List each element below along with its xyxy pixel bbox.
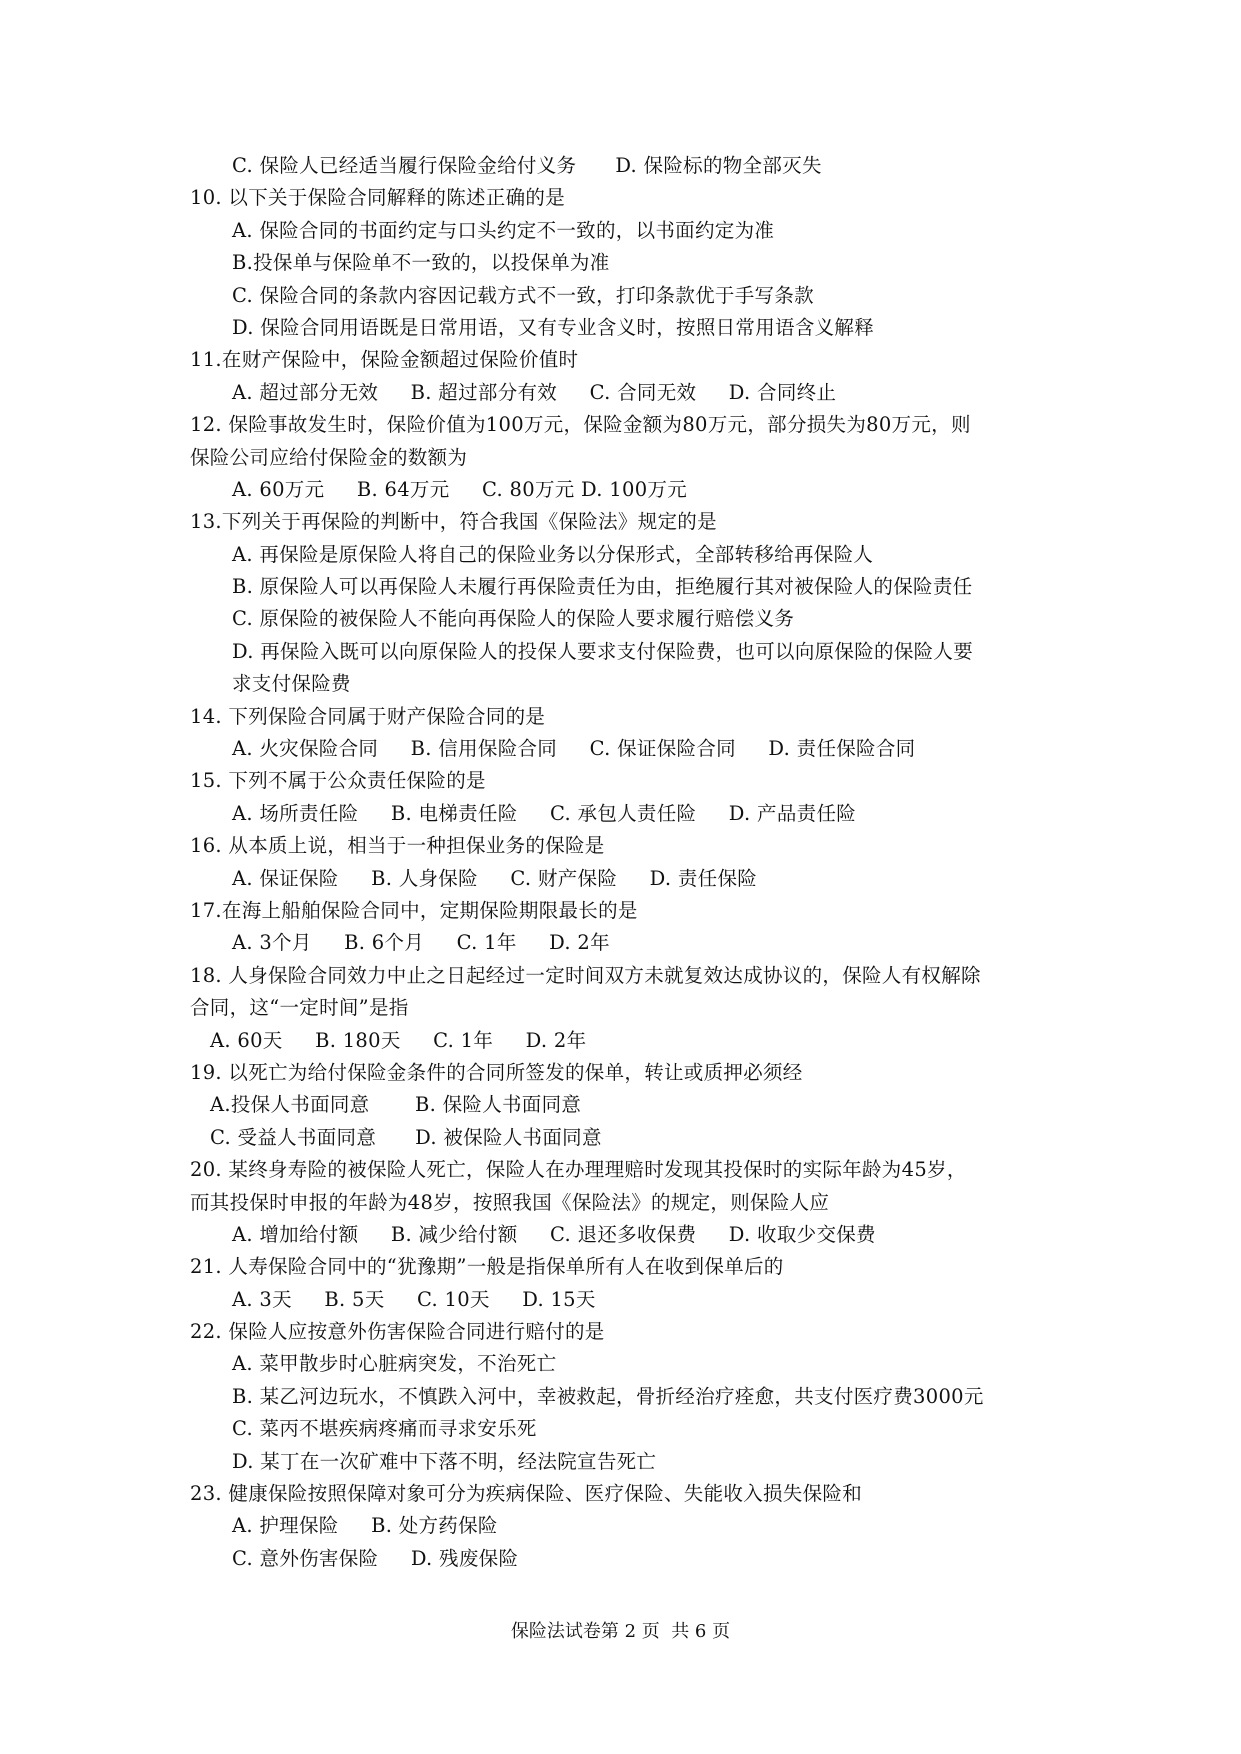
option-line: A. 护理保险 B. 处方药保险 (232, 1514, 498, 1538)
question-line: 23. 健康保险按照保障对象可分为疾病保险、医疗保险、失能收入损失保险和 (190, 1482, 863, 1506)
option-line: A. 60万元 B. 64万元 C. 80万元 D. 100万元 (232, 477, 688, 501)
option-line: D. 某丁在一次矿难中下落不明，经法院宣告死亡 (232, 1449, 657, 1473)
question-line: 10. 以下关于保险合同解释的陈述正确的是 (190, 186, 566, 210)
option-line: A. 60天 B. 180天 C. 1年 D. 2年 (210, 1028, 587, 1052)
option-line: B. 某乙河边玩水，不慎跌入河中，幸被救起，骨折经治疗痊愈，共支付医疗费3000元 (232, 1384, 984, 1408)
option-line: C. 保险合同的条款内容因记载方式不一致，打印条款优于手写条款 (232, 283, 814, 307)
question-line: 17.在海上船舶保险合同中，定期保险期限最长的是 (190, 898, 638, 922)
question-line: 13.下列关于再保险的判断中，符合我国《保险法》规定的是 (190, 510, 717, 534)
question-line: 16. 从本质上说，相当于一种担保业务的保险是 (190, 834, 605, 858)
exam-questions (190, 150, 1070, 1575)
option-line: A. 增加给付额 B. 减少给付额 C. 退还多收保费 D. 收取少交保费 (232, 1222, 876, 1246)
option-line: A. 保证保险 B. 人身保险 C. 财产保险 D. 责任保险 (232, 866, 758, 890)
question-line: 而其投保时申报的年龄为48岁，按照我国《保险法》的规定，则保险人应 (190, 1190, 830, 1214)
option-line: B. 原保险人可以再保险人未履行再保险责任为由，拒绝履行其对被保险人的保险责任 (232, 575, 973, 599)
option-line: C. 菜丙不堪疾病疼痛而寻求安乐死 (232, 1417, 537, 1441)
option-line: A. 超过部分无效 B. 超过部分有效 C. 合同无效 D. 合同终止 (232, 380, 837, 404)
question-line: 18. 人身保险合同效力中止之日起经过一定时间双方未就复效达成协议的，保险人有权解除 (190, 963, 981, 987)
question-line: 12. 保险事故发生时，保险价值为100万元，保险金额为80万元，部分损失为80万元，则 (190, 413, 971, 437)
question-line: 14. 下列保险合同属于财产保险合同的是 (190, 704, 546, 728)
question-line: 21. 人寿保险合同中的“犹豫期”一般是指保单所有人在收到保单后的 (190, 1255, 784, 1279)
option-line: C. 受益人书面同意 D. 被保险人书面同意 (210, 1125, 602, 1149)
option-line: A. 保险合同的书面约定与口头约定不一致的，以书面约定为准 (232, 218, 775, 242)
option-line: A.投保人书面同意 B. 保险人书面同意 (210, 1093, 582, 1117)
question-line: 19. 以死亡为给付保险金条件的合同所签发的保单，转让或质押必须经 (190, 1060, 803, 1084)
question-line: 15. 下列不属于公众责任保险的是 (190, 769, 486, 793)
option-line: A. 再保险是原保险人将自己的保险业务以分保形式，全部转移给再保险人 (232, 542, 874, 566)
option-line: C. 意外伤害保险 D. 残废保险 (232, 1546, 519, 1570)
option-line: D. 保险合同用语既是日常用语，又有专业含义时，按照日常用语含义解释 (232, 315, 875, 339)
option-line: 求支付保险费 (232, 672, 351, 696)
question-line: 合同，这“一定时间”是指 (190, 996, 409, 1020)
option-line: C. 原保险的被保险人不能向再保险人的保险人要求履行赔偿义务 (232, 607, 795, 631)
option-line: A. 菜甲散步时心脏病突发，不治死亡 (232, 1352, 557, 1376)
option-line: A. 火灾保险合同 B. 信用保险合同 C. 保证保险合同 D. 责任保险合同 (232, 737, 916, 761)
option-line: D. 再保险入既可以向原保险人的投保人要求支付保险费，也可以向原保险的保险人要 (232, 639, 974, 663)
question-line: 保险公司应给付保险金的数额为 (190, 445, 468, 469)
option-line: A. 3个月 B. 6个月 C. 1年 D. 2年 (232, 931, 610, 955)
question-line: 20. 某终身寿险的被保险人死亡，保险人在办理理赔时发现其投保时的实际年龄为45岁， (190, 1158, 967, 1182)
option-line: A. 场所责任险 B. 电梯责任险 C. 承包人责任险 D. 产品责任险 (232, 801, 857, 825)
option-line: C. 保险人已经适当履行保险金给付义务 D. 保险标的物全部灭失 (232, 154, 822, 177)
question-line: 11.在财产保险中，保险金额超过保险价值时 (190, 348, 579, 372)
question-line: 22. 保险人应按意外伤害保险合同进行赔付的是 (190, 1320, 605, 1344)
option-line: A. 3天 B. 5天 C. 10天 D. 15天 (232, 1287, 596, 1311)
option-line: B.投保单与保险单不一致的，以投保单为准 (232, 251, 610, 275)
page-footer: 保险法试卷第 2 页 共 6 页 (510, 1621, 731, 1642)
